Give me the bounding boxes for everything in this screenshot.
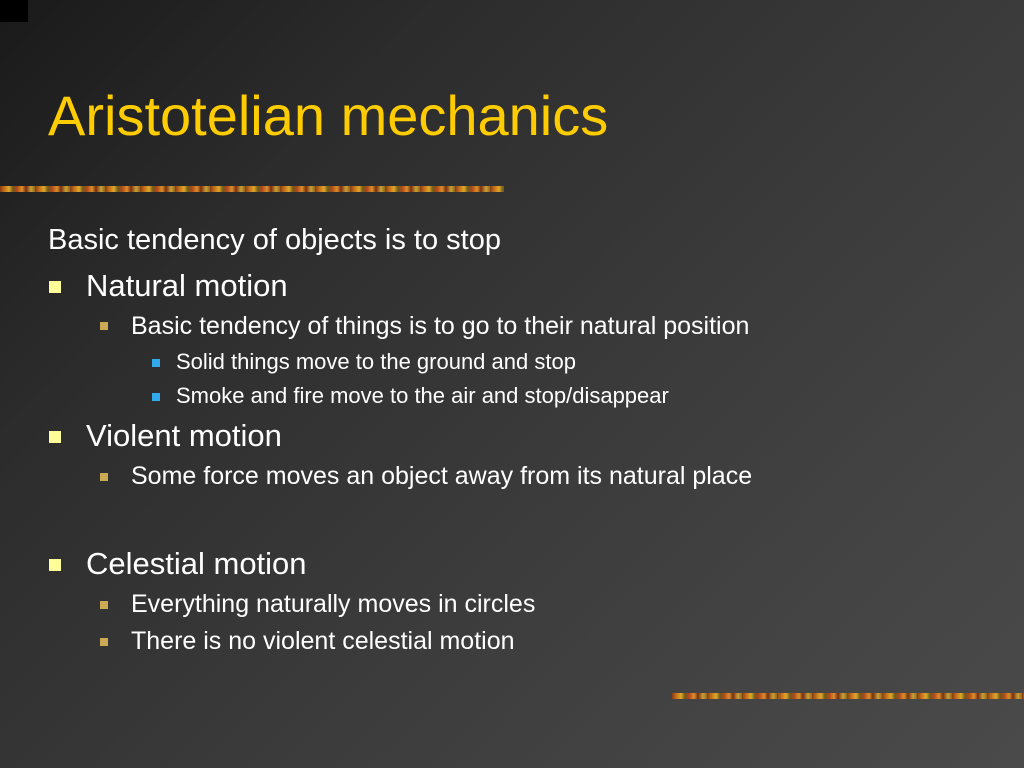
violent-motion-heading: Violent motion (86, 418, 282, 453)
intro-text: Basic tendency of objects is to stop (48, 224, 501, 256)
natural-motion-example: Smoke and fire move to the air and stop/disappear (176, 383, 669, 408)
square-bullet-icon (152, 359, 160, 367)
square-bullet-icon (49, 281, 61, 293)
square-bullet-icon (49, 559, 61, 571)
natural-motion-heading: Natural motion (86, 268, 288, 303)
square-bullet-icon (152, 393, 160, 401)
square-bullet-icon (49, 431, 61, 443)
slide-title: Aristotelian mechanics (48, 84, 609, 147)
celestial-motion-detail: Everything naturally moves in circles (131, 590, 536, 618)
square-bullet-icon (100, 638, 108, 646)
natural-motion-detail: Basic tendency of things is to go to their natural position (131, 312, 750, 340)
square-bullet-icon (100, 473, 108, 481)
violent-motion-detail: Some force moves an object away from its natural place (131, 462, 753, 490)
celestial-motion-detail: There is no violent celestial motion (131, 627, 515, 655)
natural-motion-example: Solid things move to the ground and stop (176, 349, 576, 374)
square-bullet-icon (100, 322, 108, 330)
celestial-motion-heading: Celestial motion (86, 546, 307, 581)
footer-stripe (672, 693, 1024, 699)
square-bullet-icon (100, 601, 108, 609)
